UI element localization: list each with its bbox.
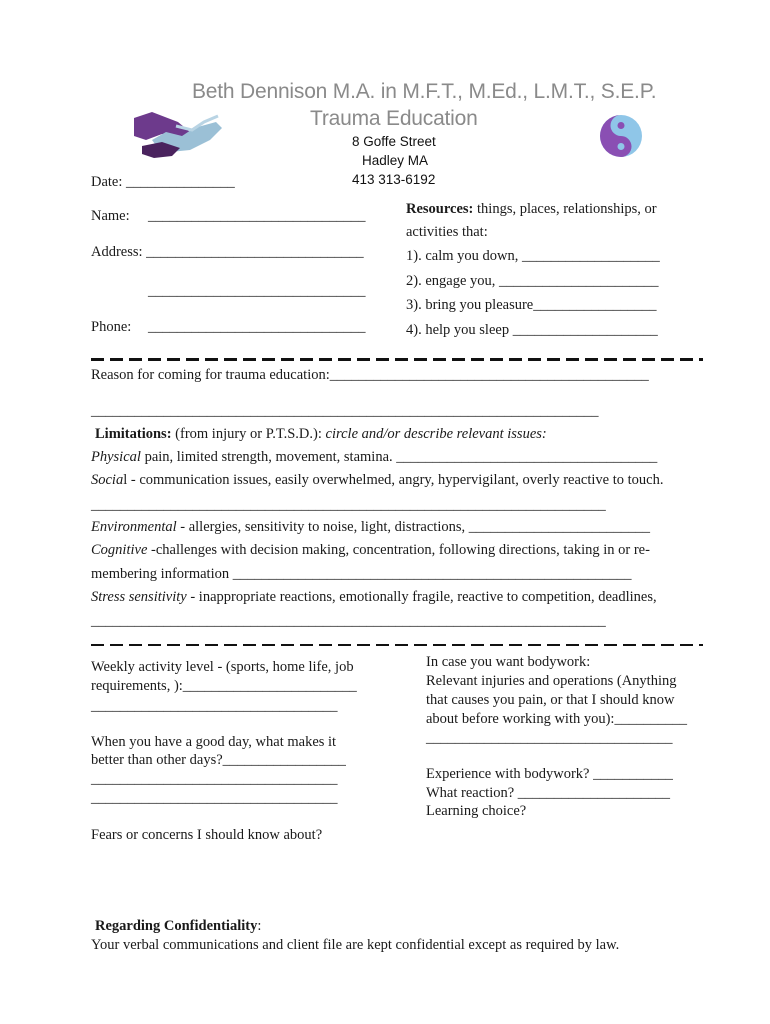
good-day-field[interactable]: better than other days?_________________	[91, 752, 346, 768]
resource-item-calm[interactable]: 1). calm you down, ___________________	[406, 248, 660, 264]
resources-heading: Resources:	[406, 201, 474, 217]
resource-item-sleep[interactable]: 4). help you sleep ____________________	[406, 322, 658, 338]
injuries-label: Relevant injuries and operations (Anything	[426, 673, 677, 689]
cognitive-row-line2[interactable]: membering information _______________________________________________________	[91, 566, 632, 582]
physical-row[interactable]	[91, 449, 657, 466]
bodywork-experience-field[interactable]: Experience with bodywork? ___________	[426, 766, 673, 782]
name-field[interactable]: ______________________________	[148, 208, 366, 224]
section-divider-2	[91, 644, 703, 646]
page-title: Trauma Education	[310, 107, 478, 130]
weekly-activity-field-line2[interactable]: __________________________________	[91, 698, 338, 714]
limitations-paren: (from injury or P.T.S.D.):	[171, 426, 326, 442]
cognitive-row[interactable]	[91, 542, 650, 559]
resources-intro	[406, 201, 657, 218]
name-label: Name:	[91, 208, 130, 224]
fears-label: Fears or concerns I should know about?	[91, 827, 323, 843]
confidentiality-colon: :	[257, 918, 262, 934]
cognitive-text: -challenges with decision making, concentration, following directions, taking in or re-	[147, 542, 650, 558]
good-day-field-line2[interactable]: __________________________________	[91, 771, 338, 787]
resources-intro-line2: activities that:	[406, 224, 488, 240]
physical-text: pain, limited strength, movement, stamina. ____________________________________	[140, 449, 658, 465]
limitations-heading: Limitations:	[95, 426, 172, 442]
phone-label: Phone:	[91, 319, 132, 335]
date-field[interactable]: Date: _______________	[91, 174, 235, 190]
environmental-label: Environmental	[91, 519, 177, 535]
cognitive-label: Cognitive	[91, 542, 148, 558]
physical-label: Physical	[91, 449, 141, 465]
reason-field[interactable]: Reason for coming for trauma education:____________________________________________	[91, 367, 649, 383]
limitations-instruction: circle and/or describe relevant issues:	[325, 426, 547, 442]
social-blank-line[interactable]: _______________________________________________________________________	[91, 497, 606, 513]
stress-blank-line[interactable]: _______________________________________________________________________	[91, 613, 606, 629]
confidentiality-text: Your verbal communications and client file are kept confidential except as required by law.	[91, 937, 620, 953]
yin-yang-logo-icon	[598, 113, 644, 159]
injuries-field[interactable]: about before working with you):__________	[426, 711, 687, 727]
environmental-text: - allergies, sensitivity to noise, light, distractions, _________________________	[176, 519, 651, 535]
address-field[interactable]: Address: ______________________________	[91, 244, 364, 260]
reason-field-line2[interactable]: ______________________________________________________________________	[91, 403, 599, 419]
phone-field[interactable]: ______________________________	[148, 319, 366, 335]
social-row[interactable]	[91, 472, 663, 489]
resource-item-engage[interactable]: 2). engage you, ______________________	[406, 273, 659, 289]
injuries-label-line2: that causes you pain, or that I should know	[426, 692, 675, 708]
social-label: Socia	[91, 472, 124, 488]
limitations-header	[95, 426, 547, 443]
stress-label: Stress sensitivity	[91, 589, 187, 605]
learning-choice-label[interactable]: Learning choice?	[426, 803, 527, 819]
section-divider	[91, 358, 703, 361]
stress-text: - inappropriate reactions, emotionally fragile, reactive to competition, deadlines,	[186, 589, 657, 605]
resource-item-pleasure[interactable]: 3). bring you pleasure_________________	[406, 297, 657, 313]
weekly-activity-field[interactable]: requirements, ):________________________	[91, 678, 357, 694]
address-field-line2[interactable]: ______________________________	[148, 283, 366, 299]
environmental-row[interactable]	[91, 519, 650, 536]
reaction-field[interactable]: What reaction? _____________________	[426, 785, 671, 801]
street-address: 8 Goffe Street	[352, 134, 436, 149]
weekly-activity-label: Weekly activity level - (sports, home life, job	[91, 659, 354, 675]
stress-row[interactable]	[91, 589, 657, 606]
city-state: Hadley MA	[362, 153, 429, 168]
practitioner-name: Beth Dennison M.A. in M.F.T., M.Ed., L.M.T., S.E.P.	[192, 80, 657, 103]
good-day-field-line3[interactable]: __________________________________	[91, 790, 338, 806]
confidentiality-header	[95, 918, 261, 935]
social-text: l - communication issues, easily overwhelmed, angry, hypervigilant, overly reactive to touch.	[123, 472, 664, 488]
resources-intro-text: things, places, relationships, or	[473, 201, 657, 217]
bodywork-heading: In case you want bodywork:	[426, 654, 591, 670]
good-day-label: When you have a good day, what makes it	[91, 734, 337, 750]
confidentiality-heading: Regarding Confidentiality	[95, 918, 258, 934]
phone-number: 413 313-6192	[352, 172, 436, 187]
injuries-field-line2[interactable]: __________________________________	[426, 730, 673, 746]
handshake-logo-icon	[132, 106, 224, 162]
